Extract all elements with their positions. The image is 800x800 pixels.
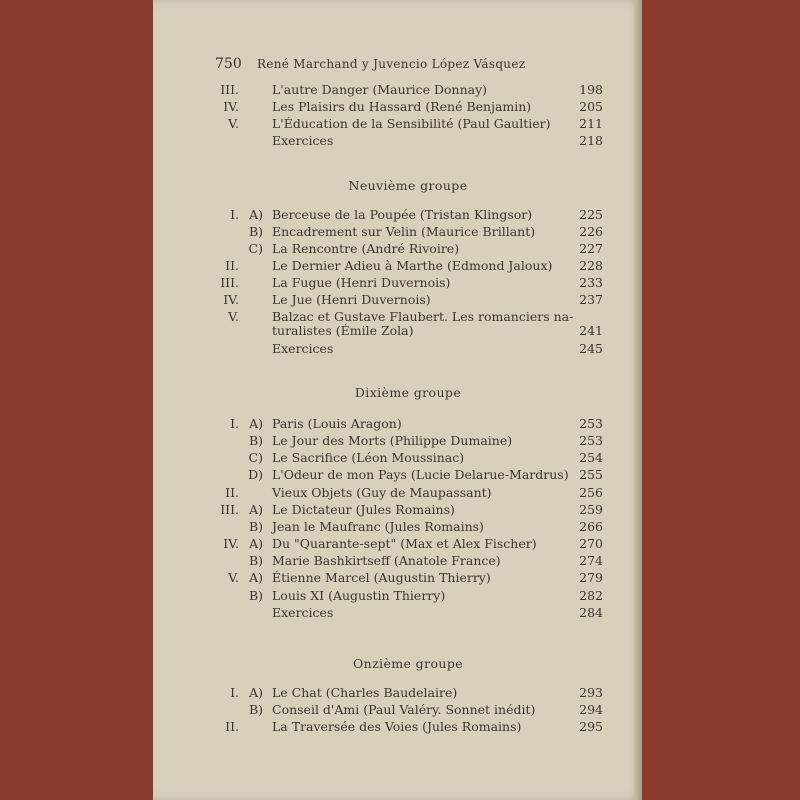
- entry-title: Exercices: [272, 133, 334, 148]
- toc-entry: [0, 604, 800, 621]
- roman-numeral: V.: [228, 116, 239, 131]
- entry-page-number: 227: [579, 241, 603, 256]
- entry-page-number: 259: [579, 502, 603, 517]
- roman-numeral: V.: [228, 570, 239, 585]
- sub-letter: A): [249, 685, 263, 700]
- entry-title: La Rencontre (André Rivoire): [272, 241, 460, 256]
- roman-numeral: II.: [225, 719, 239, 734]
- toc-entry: [0, 552, 800, 569]
- toc-entry: [0, 684, 800, 701]
- entry-page-number: 253: [579, 433, 603, 448]
- toc-entry: [0, 569, 800, 586]
- entry-page-number: 294: [579, 702, 603, 717]
- entry-title: Le Chat (Charles Baudelaire): [272, 685, 458, 700]
- toc-entry: [0, 240, 800, 257]
- page-number: 750: [215, 56, 242, 72]
- entry-page-number: 225: [579, 207, 603, 222]
- entry-title: La Traversée des Voies (Jules Romains): [272, 719, 522, 734]
- entry-page-number: 255: [579, 467, 603, 482]
- toc-entry: [0, 206, 800, 223]
- sub-letter: B): [248, 433, 263, 448]
- entry-title: Le Sacrifice (Léon Moussinac): [272, 450, 465, 465]
- sub-letter: A): [249, 536, 263, 551]
- entry-title: L'Éducation de la Sensibilité (Paul Gaultier): [272, 116, 551, 131]
- sub-letter: B): [248, 224, 263, 239]
- entry-page-number: 270: [579, 536, 603, 551]
- roman-numeral: II.: [225, 485, 239, 500]
- entry-title: Étienne Marcel (Augustin Thierry): [272, 570, 491, 585]
- entry-page-number: 211: [579, 116, 603, 131]
- roman-numeral: III.: [220, 275, 239, 290]
- entry-title: Exercices: [272, 605, 334, 620]
- entry-page-number: 284: [579, 605, 603, 620]
- toc-entry: [0, 535, 800, 552]
- entry-page-number: 245: [579, 341, 603, 356]
- entry-page-number: 295: [579, 719, 603, 734]
- entry-title: Louis XI (Augustin Thierry): [272, 588, 446, 603]
- entry-title: Encadrement sur Velin (Maurice Brillant): [272, 224, 536, 239]
- sub-letter: D): [248, 467, 263, 482]
- toc-entry: [0, 132, 800, 149]
- entry-title: Les Plaisirs du Hassard (René Benjamin): [272, 99, 532, 114]
- sub-letter: B): [248, 553, 263, 568]
- group-heading: Onzième groupe: [352, 656, 464, 671]
- toc-entry: [0, 291, 800, 308]
- entry-page-number: 218: [579, 133, 603, 148]
- toc-entry: [0, 322, 800, 339]
- roman-numeral: I.: [230, 416, 239, 431]
- group-heading: Dixième groupe: [354, 385, 462, 400]
- roman-numeral: II.: [225, 258, 239, 273]
- entry-title: Conseil d'Ami (Paul Valéry. Sonnet inédit): [272, 702, 536, 717]
- entry-page-number: 266: [579, 519, 603, 534]
- sub-letter: B): [248, 588, 263, 603]
- entry-page-number: 256: [579, 485, 603, 500]
- toc-entry: [0, 466, 800, 483]
- roman-numeral: III.: [220, 502, 239, 517]
- toc-entry: [0, 98, 800, 115]
- roman-numeral: IV.: [223, 536, 239, 551]
- entry-title: Berceuse de la Poupée (Tristan Klingsor): [272, 207, 533, 222]
- toc-entry: [0, 518, 800, 535]
- sub-letter: B): [248, 519, 263, 534]
- entry-title: Le Jour des Morts (Philippe Dumaine): [272, 433, 513, 448]
- entry-page-number: 237: [579, 292, 603, 307]
- entry-page-number: 279: [579, 570, 603, 585]
- entry-title: L'autre Danger (Maurice Donnay): [272, 82, 488, 97]
- toc-entry: [0, 415, 800, 432]
- entry-page-number: 198: [579, 82, 603, 97]
- entry-page-number: 274: [579, 553, 603, 568]
- toc-entry: [0, 587, 800, 604]
- toc-entry: [0, 223, 800, 240]
- roman-numeral: IV.: [223, 99, 239, 114]
- entry-title: Du "Quarante-sept" (Max et Alex Fischer): [272, 536, 537, 551]
- entry-title: Exercices: [272, 341, 334, 356]
- entry-title: Paris (Louis Aragon): [272, 416, 402, 431]
- entry-title: La Fugue (Henri Duvernois): [272, 275, 451, 290]
- toc-entry: [0, 432, 800, 449]
- sub-letter: A): [249, 502, 263, 517]
- entry-title: Marie Bashkirtseff (Anatole France): [272, 553, 501, 568]
- toc-entry: [0, 340, 800, 357]
- entry-page-number: 205: [579, 99, 603, 114]
- roman-numeral: I.: [230, 207, 239, 222]
- entry-page-number: 233: [579, 275, 603, 290]
- entry-title: Jean le Maufranc (Jules Romains): [272, 519, 484, 534]
- entry-title: Balzac et Gustave Flaubert. Les romanciers na-: [272, 309, 574, 324]
- entry-page-number: 226: [579, 224, 603, 239]
- roman-numeral: III.: [220, 82, 239, 97]
- toc-entry: [0, 484, 800, 501]
- toc-entry: [0, 274, 800, 291]
- entry-title: Le Dernier Adieu à Marthe (Edmond Jaloux): [272, 258, 553, 273]
- sub-letter: C): [248, 241, 263, 256]
- roman-numeral: V.: [228, 309, 239, 324]
- entry-page-number: 293: [579, 685, 603, 700]
- entry-title: Vieux Objets (Guy de Maupassant): [272, 485, 492, 500]
- entry-page-number: 254: [579, 450, 603, 465]
- toc-entry: [0, 257, 800, 274]
- entry-title: turalistes (Émile Zola): [272, 323, 414, 338]
- entry-title: L'Odeur de mon Pays (Lucie Delarue-Mardrus): [272, 467, 569, 482]
- toc-entry: [0, 701, 800, 718]
- sub-letter: A): [249, 570, 263, 585]
- roman-numeral: IV.: [223, 292, 239, 307]
- entry-page-number: 253: [579, 416, 603, 431]
- entry-page-number: 282: [579, 588, 603, 603]
- sub-letter: A): [249, 416, 263, 431]
- toc-entry: [0, 449, 800, 466]
- entry-page-number: 241: [579, 323, 603, 338]
- roman-numeral: I.: [230, 685, 239, 700]
- toc-entry: [0, 115, 800, 132]
- sub-letter: B): [248, 702, 263, 717]
- sub-letter: A): [249, 207, 263, 222]
- entry-page-number: 228: [579, 258, 603, 273]
- group-heading: Neuvième groupe: [348, 178, 468, 193]
- running-head: René Marchand y Juvencio López Vásquez: [257, 57, 526, 71]
- toc-entry: [0, 81, 800, 98]
- entry-title: Le Dictateur (Jules Romains): [272, 502, 455, 517]
- toc-entry: [0, 718, 800, 735]
- toc-entry: [0, 501, 800, 518]
- sub-letter: C): [248, 450, 263, 465]
- entry-title: Le Jue (Henri Duvernois): [272, 292, 431, 307]
